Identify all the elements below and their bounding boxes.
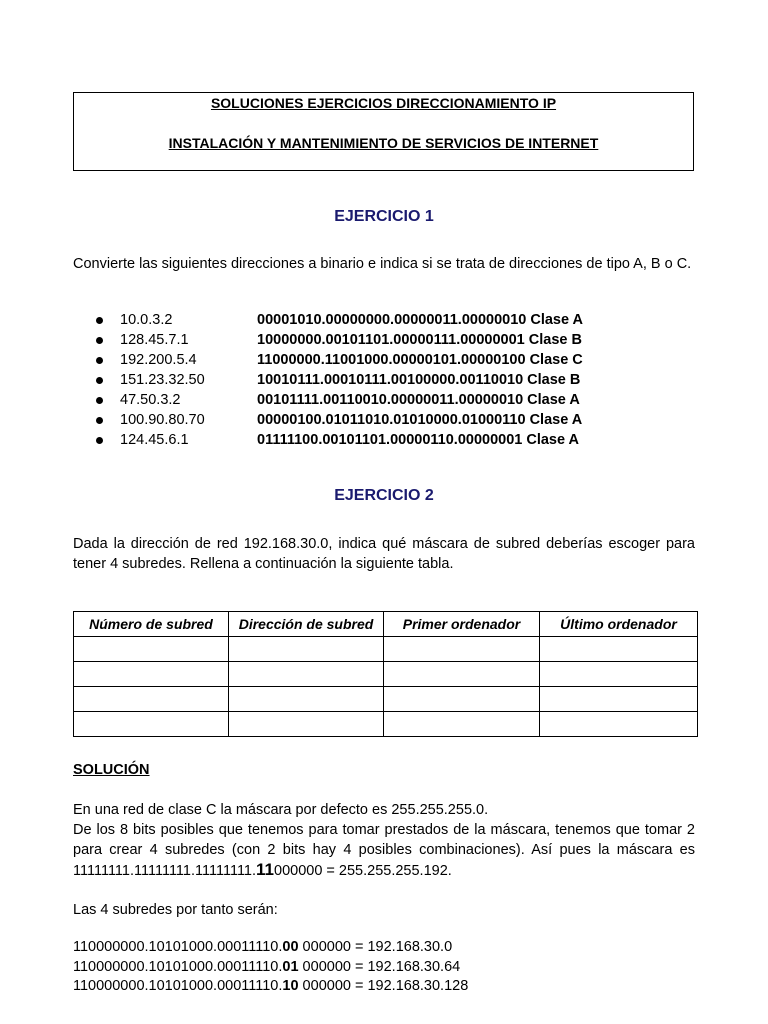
- ejercicio-1-prompt: Convierte las siguientes direcciones a binario e indica si se trata de direcciones de tipo A, B o C.: [73, 256, 692, 272]
- binary-answer: 00101111.00110010.00000011.00000010 Clase A: [257, 392, 580, 408]
- subnet-bits: 00: [282, 939, 299, 955]
- bullet-icon: [96, 397, 103, 404]
- ip-address: 151.23.32.50: [120, 372, 205, 388]
- solution-paragraph-2: [73, 821, 695, 882]
- table-row: [74, 637, 698, 662]
- list-item: [0, 412, 768, 432]
- solution-heading: SOLUCIÓN: [73, 762, 150, 778]
- table-cell: [74, 637, 229, 662]
- ip-address: 100.90.80.70: [120, 412, 205, 428]
- subnet-line: [73, 939, 452, 955]
- list-item: [0, 332, 768, 352]
- binary-answer: 11000000.11001000.00000101.00000100 Clase C: [257, 352, 583, 368]
- table-cell: [74, 712, 229, 737]
- subnet-prefix: 110000000.10101000.00011110.: [73, 939, 283, 955]
- binary-answer: 10010111.00010111.00100000.00110010 Clase B: [257, 372, 581, 388]
- table-cell: [384, 662, 540, 687]
- binary-answer: 00000100.01011010.01010000.01000110 Clase A: [257, 412, 583, 428]
- subnet-prefix: 110000000.10101000.00011110.: [73, 959, 283, 975]
- table-cell: [540, 662, 698, 687]
- ip-address: 128.45.7.1: [120, 332, 189, 348]
- table-cell: [384, 637, 540, 662]
- table-cell: [384, 712, 540, 737]
- table-row: [74, 662, 698, 687]
- table-row: [74, 712, 698, 737]
- table-cell: [540, 712, 698, 737]
- table-header-row: [74, 612, 698, 637]
- subnet-line: [73, 978, 468, 994]
- bullet-icon: [96, 437, 103, 444]
- document-subtitle: INSTALACIÓN Y MANTENIMIENTO DE SERVICIOS DE INTERNET: [168, 135, 599, 151]
- binary-answer: 00001010.00000000.00000011.00000010 Clase A: [257, 312, 584, 328]
- list-item: [0, 372, 768, 392]
- subnet-line: [73, 959, 460, 975]
- bullet-icon: [96, 357, 103, 364]
- binary-answer: 10000000.00101101.00000111.00000001 Clase B: [257, 332, 582, 348]
- table-cell: [229, 662, 384, 687]
- subnet-prefix: 110000000.10101000.00011110.: [73, 978, 283, 994]
- list-item: [0, 312, 768, 332]
- solution-paragraph-3: Las 4 subredes por tanto serán:: [73, 902, 278, 918]
- list-item: [0, 392, 768, 412]
- table-cell: [540, 687, 698, 712]
- solution-paragraph-1: En una red de clase C la máscara por defecto es 255.255.255.0.: [73, 802, 489, 818]
- ejercicio-2-prompt: Dada la dirección de red 192.168.30.0, indica qué máscara de subred deberías escoger para tener 4 subredes. Rellena a continuación la siguiente tabla.: [73, 536, 695, 572]
- bullet-icon: [96, 377, 103, 384]
- subnet-rest: 000000 = 192.168.30.128: [298, 978, 469, 994]
- borrowed-bits: 11: [256, 860, 275, 879]
- ip-address: 10.0.3.2: [120, 312, 173, 328]
- ip-address: 47.50.3.2: [120, 392, 181, 408]
- binary-answer: 01111100.00101101.00000110.00000001 Clase A: [257, 432, 580, 448]
- subnet-bits: 10: [282, 978, 299, 994]
- list-item: [0, 352, 768, 372]
- table-cell: [229, 712, 384, 737]
- ejercicio-2-title: EJERCICIO 2: [334, 487, 434, 504]
- table-cell: [229, 687, 384, 712]
- table-cell: [74, 687, 229, 712]
- subnet-rest: 000000 = 192.168.30.0: [298, 939, 453, 955]
- column-header: Último ordenador: [540, 612, 698, 637]
- subnet-rest: 000000 = 192.168.30.64: [298, 959, 461, 975]
- document-title: SOLUCIONES EJERCICIOS DIRECCIONAMIENTO IP: [210, 95, 557, 111]
- ip-address: 192.200.5.4: [120, 352, 197, 368]
- list-item: [0, 432, 768, 452]
- bullet-icon: [96, 417, 103, 424]
- solution-text: 000000 = 255.255.255.192.: [274, 863, 452, 879]
- table-cell: [540, 637, 698, 662]
- subnet-bits: 01: [282, 959, 299, 975]
- solution-text: De los 8 bits posibles que tenemos para tomar prestados de la máscara, tenemos que tomar 2 para crear 4 subredes (con 2 bits hay 4 posibles combinaciones). Así pues la máscara es 11111111.11111111.11111111.: [73, 822, 695, 879]
- subnet-table: [73, 611, 698, 737]
- table-row: [74, 687, 698, 712]
- bullet-icon: [96, 337, 103, 344]
- document-header: [73, 92, 694, 171]
- table-cell: [384, 687, 540, 712]
- table-cell: [74, 662, 229, 687]
- column-header: Primer ordenador: [384, 612, 540, 637]
- column-header: Dirección de subred: [229, 612, 384, 637]
- table-cell: [229, 637, 384, 662]
- bullet-icon: [96, 317, 103, 324]
- ejercicio-1-title: EJERCICIO 1: [334, 208, 434, 225]
- column-header: Número de subred: [74, 612, 229, 637]
- ip-address: 124.45.6.1: [120, 432, 189, 448]
